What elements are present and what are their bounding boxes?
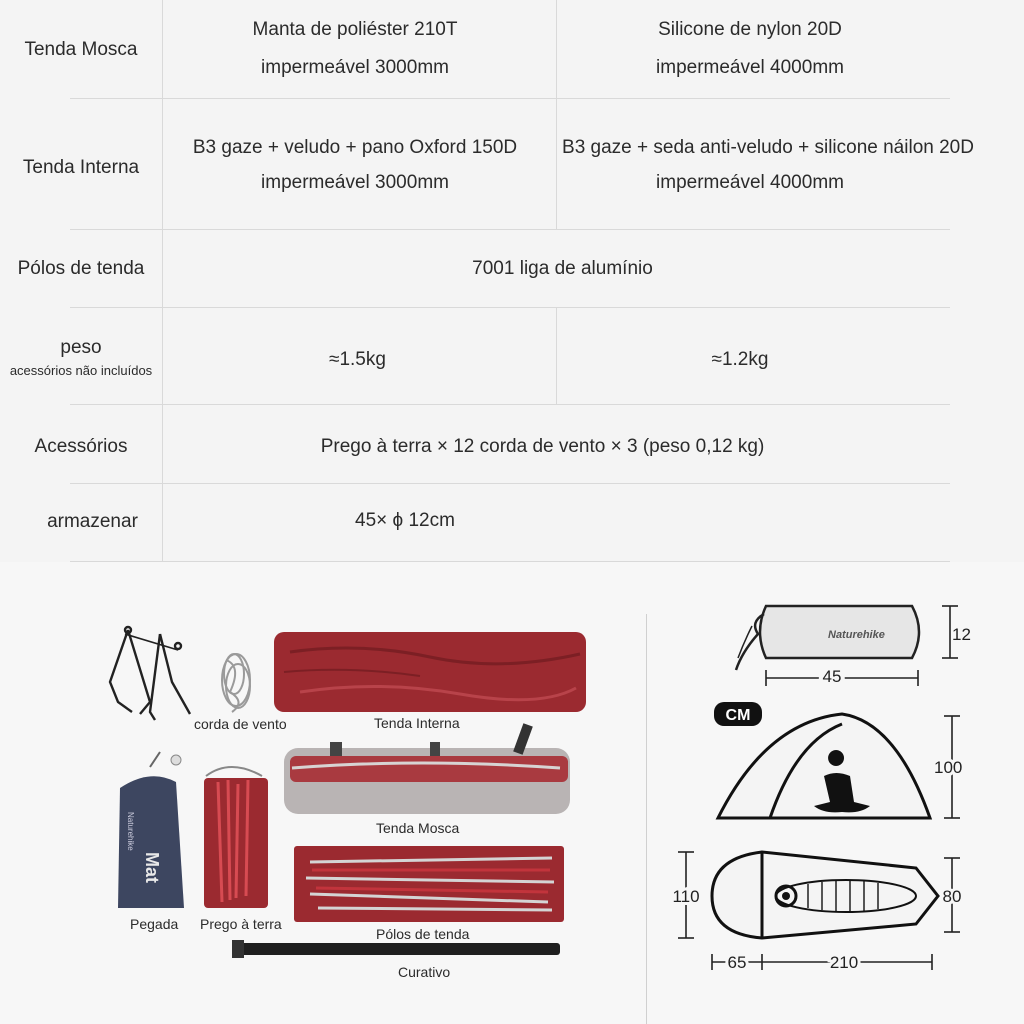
- row-divider: [70, 229, 950, 230]
- fly-material-b: Silicone de nylon 20D: [658, 19, 842, 40]
- row-sublabel-weight: acessórios não incluídos: [9, 363, 153, 378]
- column-divider: [556, 307, 557, 404]
- dim-width-foot: 80: [942, 887, 962, 906]
- product-section: [0, 562, 1024, 1024]
- dim-length: 210: [829, 953, 859, 972]
- inner-material-a: B3 gaze + veludo + pano Oxford 150D: [192, 137, 518, 158]
- tent-top-view: [712, 852, 938, 938]
- unit-badge-label: CM: [725, 707, 751, 724]
- fly-material-a: Manta de poliéster 210T: [252, 19, 458, 40]
- dim-bag-diameter: 12: [952, 625, 971, 644]
- dim-width-head: 110: [672, 887, 700, 906]
- row-label-poles: Pólos de tenda: [17, 258, 145, 279]
- components-illustration: [0, 562, 646, 1024]
- row-label-inner: Tenda Interna: [22, 157, 140, 178]
- row-label-accessories: Acessórios: [34, 436, 128, 457]
- caption-poles: Pólos de tenda: [376, 926, 470, 942]
- dim-bag-length: 45: [822, 667, 842, 686]
- dim-vestibule: 65: [727, 953, 747, 972]
- poles-material: 7001 liga de alumínio: [472, 258, 653, 279]
- weight-b: ≈1.2kg: [711, 349, 769, 370]
- footprint-bag-brand: Naturehike: [126, 812, 135, 851]
- guy-line-icon: [110, 627, 190, 720]
- stakes-bag: [204, 767, 268, 908]
- wind-rope-icon: [222, 654, 250, 712]
- row-divider: [70, 307, 950, 308]
- fly-waterproof-a: impermeável 3000mm: [261, 57, 449, 78]
- tent-side-view: [718, 714, 930, 818]
- dim-height: 100: [934, 758, 963, 777]
- storage-value: 45× ϕ 12cm: [355, 510, 455, 531]
- row-label-storage: armazenar: [47, 511, 138, 532]
- caption-strap: Curativo: [398, 964, 451, 980]
- dimension-diagram: [646, 562, 1024, 1024]
- caption-fly-tent: Tenda Mosca: [376, 820, 460, 836]
- caption-inner-tent: Tenda Interna: [374, 715, 460, 731]
- strap-icon: [232, 940, 560, 958]
- inner-waterproof-a: impermeável 3000mm: [261, 172, 449, 193]
- row-divider: [70, 98, 950, 99]
- inner-tent-roll: [274, 632, 586, 712]
- storage-bag-brand: Naturehike: [828, 629, 885, 641]
- column-divider: [162, 0, 163, 562]
- weight-a: ≈1.5kg: [329, 349, 386, 370]
- storage-bag-icon: [736, 606, 919, 670]
- fly-waterproof-b: impermeável 4000mm: [656, 57, 844, 78]
- poles-bag: [294, 846, 564, 922]
- inner-material-b: B3 gaze + seda anti-veludo + silicone náilon 20D: [562, 137, 974, 158]
- caption-wind-rope: corda de vento: [194, 716, 287, 732]
- caption-ground-stakes: Prego à terra: [200, 916, 282, 932]
- accessories-value: Prego à terra × 12 corda de vento × 3 (peso 0,12 kg): [320, 436, 765, 457]
- row-label-fly: Tenda Mosca: [24, 39, 138, 60]
- row-divider: [70, 483, 950, 484]
- column-divider: [556, 0, 557, 229]
- fly-tent-roll: [284, 723, 570, 814]
- footprint-bag-label: Mat: [142, 852, 162, 883]
- caption-footprint: Pegada: [130, 916, 179, 932]
- footprint-bag: [118, 752, 184, 908]
- row-divider: [70, 404, 950, 405]
- row-label-weight: peso: [60, 337, 102, 358]
- inner-waterproof-b: impermeável 4000mm: [656, 172, 844, 193]
